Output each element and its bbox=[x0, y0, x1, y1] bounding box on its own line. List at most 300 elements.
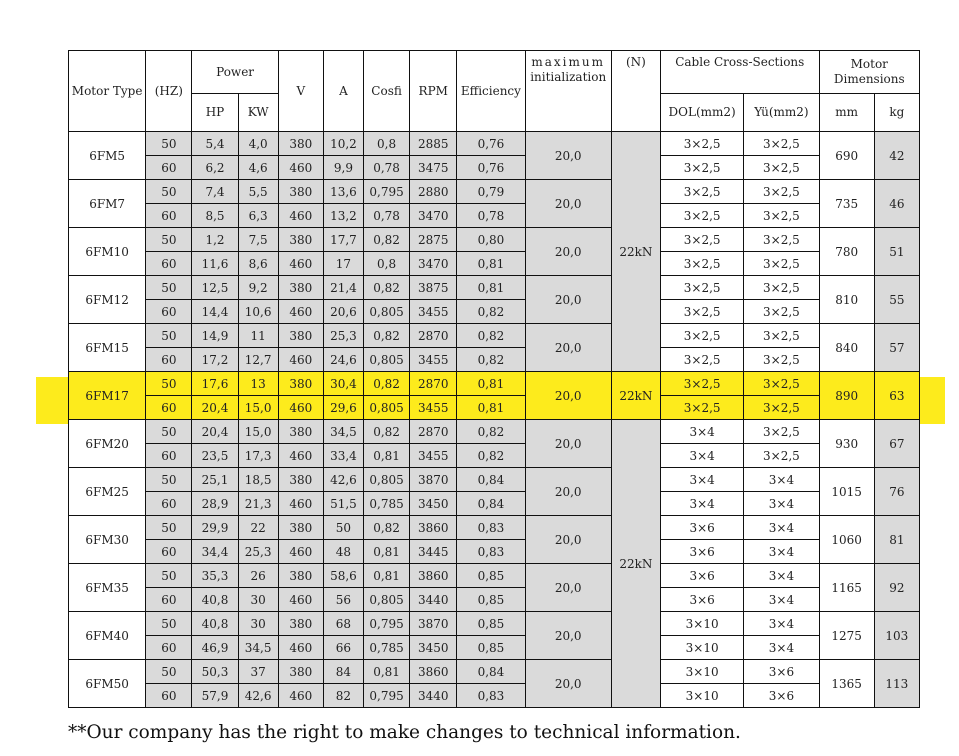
hz-cell: 50 bbox=[146, 660, 192, 684]
header-kg: kg bbox=[874, 94, 919, 132]
rpm-cell: 3455 bbox=[410, 396, 457, 420]
v-cell: 460 bbox=[278, 588, 323, 612]
rpm-cell: 3870 bbox=[410, 612, 457, 636]
table-row bbox=[69, 588, 920, 612]
dol-cell: 3×6 bbox=[661, 540, 744, 564]
header-dimensions: Motor Dimensions bbox=[819, 51, 919, 94]
rpm-cell: 2875 bbox=[410, 228, 457, 252]
rpm-cell: 3860 bbox=[410, 660, 457, 684]
rpm-cell: 3445 bbox=[410, 540, 457, 564]
eff-cell: 0,76 bbox=[457, 156, 525, 180]
v-cell: 460 bbox=[278, 252, 323, 276]
table-row bbox=[69, 420, 920, 444]
yd-cell: 3×2,5 bbox=[744, 348, 819, 372]
hz-cell: 60 bbox=[146, 588, 192, 612]
yd-cell: 3×4 bbox=[744, 540, 819, 564]
table-row bbox=[69, 228, 920, 252]
kw-cell: 22 bbox=[238, 516, 278, 540]
kw-cell: 15,0 bbox=[238, 420, 278, 444]
hp-cell: 12,5 bbox=[192, 276, 238, 300]
cosfi-cell: 0,795 bbox=[364, 612, 410, 636]
max-init-cell: 20,0 bbox=[525, 324, 611, 372]
a-cell: 29,6 bbox=[323, 396, 363, 420]
dim-kg-cell: 46 bbox=[874, 180, 919, 228]
hp-cell: 28,9 bbox=[192, 492, 238, 516]
header-power: Power bbox=[192, 51, 278, 94]
max-init-cell: 20,0 bbox=[525, 276, 611, 324]
yd-cell: 3×4 bbox=[744, 516, 819, 540]
v-cell: 380 bbox=[278, 276, 323, 300]
eff-cell: 0,82 bbox=[457, 420, 525, 444]
hz-cell: 50 bbox=[146, 324, 192, 348]
yd-cell: 3×4 bbox=[744, 492, 819, 516]
a-cell: 9,9 bbox=[323, 156, 363, 180]
eff-cell: 0,81 bbox=[457, 252, 525, 276]
yd-cell: 3×2,5 bbox=[744, 276, 819, 300]
dim-mm-cell: 1015 bbox=[819, 468, 874, 516]
hz-cell: 60 bbox=[146, 684, 192, 708]
table-row bbox=[69, 468, 920, 492]
a-cell: 82 bbox=[323, 684, 363, 708]
kw-cell: 37 bbox=[238, 660, 278, 684]
kw-cell: 15,0 bbox=[238, 396, 278, 420]
eff-cell: 0,81 bbox=[457, 372, 525, 396]
dol-cell: 3×2,5 bbox=[661, 228, 744, 252]
hp-cell: 14,9 bbox=[192, 324, 238, 348]
rpm-cell: 3470 bbox=[410, 252, 457, 276]
motor-type-cell: 6FM7 bbox=[69, 180, 146, 228]
hz-cell: 60 bbox=[146, 348, 192, 372]
dim-mm-cell: 1365 bbox=[819, 660, 874, 708]
hp-cell: 8,5 bbox=[192, 204, 238, 228]
v-cell: 460 bbox=[278, 540, 323, 564]
a-cell: 25,3 bbox=[323, 324, 363, 348]
yd-cell: 3×2,5 bbox=[744, 300, 819, 324]
a-cell: 13,2 bbox=[323, 204, 363, 228]
header-n: (N) bbox=[611, 51, 660, 132]
table-row bbox=[69, 132, 920, 156]
dim-kg-cell: 81 bbox=[874, 516, 919, 564]
cosfi-cell: 0,81 bbox=[364, 444, 410, 468]
a-cell: 68 bbox=[323, 612, 363, 636]
cosfi-cell: 0,82 bbox=[364, 420, 410, 444]
dim-mm-cell: 690 bbox=[819, 132, 874, 180]
dol-cell: 3×2,5 bbox=[661, 132, 744, 156]
hz-cell: 50 bbox=[146, 516, 192, 540]
hz-cell: 50 bbox=[146, 564, 192, 588]
header-max-init bbox=[525, 51, 611, 132]
hp-cell: 6,2 bbox=[192, 156, 238, 180]
max-init-cell: 20,0 bbox=[525, 564, 611, 612]
kw-cell: 12,7 bbox=[238, 348, 278, 372]
cosfi-cell: 0,785 bbox=[364, 636, 410, 660]
kw-cell: 7,5 bbox=[238, 228, 278, 252]
eff-cell: 0,81 bbox=[457, 396, 525, 420]
dim-mm-cell: 735 bbox=[819, 180, 874, 228]
hp-cell: 25,1 bbox=[192, 468, 238, 492]
table-row bbox=[69, 324, 920, 348]
dim-kg-cell: 92 bbox=[874, 564, 919, 612]
v-cell: 460 bbox=[278, 156, 323, 180]
table-row bbox=[69, 564, 920, 588]
v-cell: 460 bbox=[278, 204, 323, 228]
v-cell: 380 bbox=[278, 660, 323, 684]
v-cell: 460 bbox=[278, 348, 323, 372]
max-init-cell: 20,0 bbox=[525, 660, 611, 708]
kw-cell: 6,3 bbox=[238, 204, 278, 228]
table-row bbox=[69, 300, 920, 324]
hz-cell: 50 bbox=[146, 420, 192, 444]
header-max-init-line1: maximum bbox=[531, 55, 605, 69]
dim-mm-cell: 890 bbox=[819, 372, 874, 420]
header-rpm: RPM bbox=[410, 51, 457, 132]
rpm-cell: 3450 bbox=[410, 492, 457, 516]
rpm-cell: 3870 bbox=[410, 468, 457, 492]
header-hp: HP bbox=[192, 94, 238, 132]
dim-kg-cell: 63 bbox=[874, 372, 919, 420]
hz-cell: 60 bbox=[146, 540, 192, 564]
cosfi-cell: 0,805 bbox=[364, 588, 410, 612]
header-max-init-line2: initialization bbox=[530, 70, 607, 84]
rpm-cell: 2870 bbox=[410, 324, 457, 348]
v-cell: 380 bbox=[278, 180, 323, 204]
table-row bbox=[69, 612, 920, 636]
eff-cell: 0,82 bbox=[457, 444, 525, 468]
kw-cell: 9,2 bbox=[238, 276, 278, 300]
motor-spec-table bbox=[68, 50, 920, 708]
yd-cell: 3×2,5 bbox=[744, 324, 819, 348]
dim-kg-cell: 55 bbox=[874, 276, 919, 324]
dol-cell: 3×2,5 bbox=[661, 324, 744, 348]
force-cell: 22kN bbox=[611, 372, 660, 420]
yd-cell: 3×6 bbox=[744, 660, 819, 684]
a-cell: 21,4 bbox=[323, 276, 363, 300]
cosfi-cell: 0,78 bbox=[364, 156, 410, 180]
kw-cell: 18,5 bbox=[238, 468, 278, 492]
kw-cell: 25,3 bbox=[238, 540, 278, 564]
dim-kg-cell: 57 bbox=[874, 324, 919, 372]
dol-cell: 3×2,5 bbox=[661, 300, 744, 324]
cosfi-cell: 0,8 bbox=[364, 252, 410, 276]
hp-cell: 17,6 bbox=[192, 372, 238, 396]
v-cell: 380 bbox=[278, 612, 323, 636]
kw-cell: 8,6 bbox=[238, 252, 278, 276]
v-cell: 460 bbox=[278, 300, 323, 324]
motor-type-cell: 6FM50 bbox=[69, 660, 146, 708]
kw-cell: 26 bbox=[238, 564, 278, 588]
cosfi-cell: 0,81 bbox=[364, 564, 410, 588]
hp-cell: 50,3 bbox=[192, 660, 238, 684]
dol-cell: 3×2,5 bbox=[661, 252, 744, 276]
a-cell: 51,5 bbox=[323, 492, 363, 516]
hz-cell: 60 bbox=[146, 204, 192, 228]
a-cell: 13,6 bbox=[323, 180, 363, 204]
hp-cell: 11,6 bbox=[192, 252, 238, 276]
eff-cell: 0,84 bbox=[457, 468, 525, 492]
hp-cell: 34,4 bbox=[192, 540, 238, 564]
hp-cell: 17,2 bbox=[192, 348, 238, 372]
hz-cell: 50 bbox=[146, 276, 192, 300]
cosfi-cell: 0,81 bbox=[364, 540, 410, 564]
dim-mm-cell: 1060 bbox=[819, 516, 874, 564]
a-cell: 84 bbox=[323, 660, 363, 684]
motor-type-cell: 6FM10 bbox=[69, 228, 146, 276]
hz-cell: 60 bbox=[146, 396, 192, 420]
v-cell: 380 bbox=[278, 372, 323, 396]
yd-cell: 3×2,5 bbox=[744, 420, 819, 444]
cosfi-cell: 0,795 bbox=[364, 684, 410, 708]
a-cell: 17,7 bbox=[323, 228, 363, 252]
dol-cell: 3×10 bbox=[661, 636, 744, 660]
rpm-cell: 3455 bbox=[410, 444, 457, 468]
eff-cell: 0,83 bbox=[457, 516, 525, 540]
force-cell: 22kN bbox=[611, 420, 660, 708]
header-hz: (HZ) bbox=[146, 51, 192, 132]
header-dol: DOL(mm2) bbox=[661, 94, 744, 132]
header-row bbox=[69, 51, 920, 94]
kw-cell: 5,5 bbox=[238, 180, 278, 204]
dol-cell: 3×2,5 bbox=[661, 276, 744, 300]
v-cell: 460 bbox=[278, 684, 323, 708]
table-row bbox=[69, 540, 920, 564]
dim-kg-cell: 113 bbox=[874, 660, 919, 708]
eff-cell: 0,81 bbox=[457, 276, 525, 300]
cosfi-cell: 0,805 bbox=[364, 300, 410, 324]
yd-cell: 3×2,5 bbox=[744, 156, 819, 180]
dol-cell: 3×10 bbox=[661, 660, 744, 684]
kw-cell: 30 bbox=[238, 612, 278, 636]
dim-mm-cell: 1165 bbox=[819, 564, 874, 612]
v-cell: 380 bbox=[278, 516, 323, 540]
hz-cell: 50 bbox=[146, 180, 192, 204]
dol-cell: 3×4 bbox=[661, 420, 744, 444]
yd-cell: 3×2,5 bbox=[744, 444, 819, 468]
dim-kg-cell: 51 bbox=[874, 228, 919, 276]
rpm-cell: 2870 bbox=[410, 420, 457, 444]
hp-cell: 35,3 bbox=[192, 564, 238, 588]
footnote: **Our company has the right to make changes to technical information. bbox=[68, 722, 741, 743]
table-row bbox=[69, 636, 920, 660]
hz-cell: 60 bbox=[146, 252, 192, 276]
max-init-cell: 20,0 bbox=[525, 468, 611, 516]
cosfi-cell: 0,8 bbox=[364, 132, 410, 156]
a-cell: 50 bbox=[323, 516, 363, 540]
a-cell: 17 bbox=[323, 252, 363, 276]
dim-mm-cell: 840 bbox=[819, 324, 874, 372]
cosfi-cell: 0,82 bbox=[364, 324, 410, 348]
dol-cell: 3×6 bbox=[661, 564, 744, 588]
v-cell: 460 bbox=[278, 444, 323, 468]
motor-type-cell: 6FM35 bbox=[69, 564, 146, 612]
dol-cell: 3×10 bbox=[661, 612, 744, 636]
rpm-cell: 3440 bbox=[410, 588, 457, 612]
table-row bbox=[69, 516, 920, 540]
table-row bbox=[69, 660, 920, 684]
cosfi-cell: 0,81 bbox=[364, 660, 410, 684]
hz-cell: 50 bbox=[146, 612, 192, 636]
table-row bbox=[69, 252, 920, 276]
table-row bbox=[69, 396, 920, 420]
hz-cell: 50 bbox=[146, 372, 192, 396]
table-row bbox=[69, 348, 920, 372]
rpm-cell: 3860 bbox=[410, 564, 457, 588]
a-cell: 24,6 bbox=[323, 348, 363, 372]
rpm-cell: 3455 bbox=[410, 300, 457, 324]
rpm-cell: 3875 bbox=[410, 276, 457, 300]
dol-cell: 3×6 bbox=[661, 516, 744, 540]
hp-cell: 46,9 bbox=[192, 636, 238, 660]
motor-type-cell: 6FM5 bbox=[69, 132, 146, 180]
header-efficiency: Efficiency bbox=[457, 51, 525, 132]
a-cell: 42,6 bbox=[323, 468, 363, 492]
eff-cell: 0,83 bbox=[457, 540, 525, 564]
kw-cell: 21,3 bbox=[238, 492, 278, 516]
header-yd: Yü(mm2) bbox=[744, 94, 819, 132]
kw-cell: 30 bbox=[238, 588, 278, 612]
yd-cell: 3×2,5 bbox=[744, 180, 819, 204]
kw-cell: 4,0 bbox=[238, 132, 278, 156]
eff-cell: 0,83 bbox=[457, 684, 525, 708]
dol-cell: 3×4 bbox=[661, 492, 744, 516]
eff-cell: 0,85 bbox=[457, 564, 525, 588]
header-a: A bbox=[323, 51, 363, 132]
a-cell: 30,4 bbox=[323, 372, 363, 396]
yd-cell: 3×2,5 bbox=[744, 204, 819, 228]
yd-cell: 3×4 bbox=[744, 636, 819, 660]
yd-cell: 3×4 bbox=[744, 468, 819, 492]
motor-type-cell: 6FM17 bbox=[69, 372, 146, 420]
dol-cell: 3×2,5 bbox=[661, 156, 744, 180]
kw-cell: 17,3 bbox=[238, 444, 278, 468]
eff-cell: 0,79 bbox=[457, 180, 525, 204]
kw-cell: 34,5 bbox=[238, 636, 278, 660]
dol-cell: 3×2,5 bbox=[661, 372, 744, 396]
dol-cell: 3×2,5 bbox=[661, 204, 744, 228]
hp-cell: 40,8 bbox=[192, 612, 238, 636]
max-init-cell: 20,0 bbox=[525, 228, 611, 276]
yd-cell: 3×4 bbox=[744, 564, 819, 588]
dim-mm-cell: 780 bbox=[819, 228, 874, 276]
yd-cell: 3×6 bbox=[744, 684, 819, 708]
rpm-cell: 3470 bbox=[410, 204, 457, 228]
cosfi-cell: 0,805 bbox=[364, 468, 410, 492]
kw-cell: 42,6 bbox=[238, 684, 278, 708]
hp-cell: 5,4 bbox=[192, 132, 238, 156]
v-cell: 460 bbox=[278, 492, 323, 516]
dol-cell: 3×6 bbox=[661, 588, 744, 612]
yd-cell: 3×2,5 bbox=[744, 372, 819, 396]
max-init-cell: 20,0 bbox=[525, 180, 611, 228]
header-mm: mm bbox=[819, 94, 874, 132]
hz-cell: 60 bbox=[146, 444, 192, 468]
hp-cell: 57,9 bbox=[192, 684, 238, 708]
table-row bbox=[69, 156, 920, 180]
cosfi-cell: 0,78 bbox=[364, 204, 410, 228]
cosfi-cell: 0,82 bbox=[364, 516, 410, 540]
kw-cell: 4,6 bbox=[238, 156, 278, 180]
motor-type-cell: 6FM12 bbox=[69, 276, 146, 324]
dim-kg-cell: 76 bbox=[874, 468, 919, 516]
kw-cell: 10,6 bbox=[238, 300, 278, 324]
dol-cell: 3×2,5 bbox=[661, 348, 744, 372]
yd-cell: 3×2,5 bbox=[744, 252, 819, 276]
eff-cell: 0,82 bbox=[457, 348, 525, 372]
hz-cell: 60 bbox=[146, 492, 192, 516]
v-cell: 380 bbox=[278, 228, 323, 252]
eff-cell: 0,84 bbox=[457, 660, 525, 684]
rpm-cell: 3455 bbox=[410, 348, 457, 372]
eff-cell: 0,85 bbox=[457, 612, 525, 636]
hp-cell: 14,4 bbox=[192, 300, 238, 324]
hp-cell: 20,4 bbox=[192, 396, 238, 420]
cosfi-cell: 0,785 bbox=[364, 492, 410, 516]
v-cell: 380 bbox=[278, 468, 323, 492]
yd-cell: 3×4 bbox=[744, 612, 819, 636]
header-motor-type: Motor Type bbox=[69, 51, 146, 132]
header-cosfi: Cosfi bbox=[364, 51, 410, 132]
v-cell: 380 bbox=[278, 324, 323, 348]
cosfi-cell: 0,805 bbox=[364, 396, 410, 420]
motor-type-cell: 6FM15 bbox=[69, 324, 146, 372]
table-row bbox=[69, 204, 920, 228]
kw-cell: 13 bbox=[238, 372, 278, 396]
a-cell: 56 bbox=[323, 588, 363, 612]
cosfi-cell: 0,82 bbox=[364, 372, 410, 396]
dim-kg-cell: 67 bbox=[874, 420, 919, 468]
dol-cell: 3×2,5 bbox=[661, 180, 744, 204]
max-init-cell: 20,0 bbox=[525, 420, 611, 468]
a-cell: 10,2 bbox=[323, 132, 363, 156]
a-cell: 34,5 bbox=[323, 420, 363, 444]
kw-cell: 11 bbox=[238, 324, 278, 348]
header-cable: Cable Cross-Sections bbox=[661, 51, 820, 94]
table-row bbox=[69, 276, 920, 300]
hp-cell: 29,9 bbox=[192, 516, 238, 540]
motor-type-cell: 6FM40 bbox=[69, 612, 146, 660]
rpm-cell: 3860 bbox=[410, 516, 457, 540]
motor-type-cell: 6FM20 bbox=[69, 420, 146, 468]
rpm-cell: 2870 bbox=[410, 372, 457, 396]
hz-cell: 60 bbox=[146, 636, 192, 660]
dol-cell: 3×4 bbox=[661, 468, 744, 492]
max-init-cell: 20,0 bbox=[525, 516, 611, 564]
header-v: V bbox=[278, 51, 323, 132]
yd-cell: 3×4 bbox=[744, 588, 819, 612]
a-cell: 33,4 bbox=[323, 444, 363, 468]
cosfi-cell: 0,805 bbox=[364, 348, 410, 372]
hz-cell: 50 bbox=[146, 468, 192, 492]
force-cell: 22kN bbox=[611, 132, 660, 372]
hp-cell: 20,4 bbox=[192, 420, 238, 444]
yd-cell: 3×2,5 bbox=[744, 228, 819, 252]
hp-cell: 23,5 bbox=[192, 444, 238, 468]
max-init-cell: 20,0 bbox=[525, 612, 611, 660]
v-cell: 380 bbox=[278, 132, 323, 156]
dim-kg-cell: 42 bbox=[874, 132, 919, 180]
hp-cell: 40,8 bbox=[192, 588, 238, 612]
rpm-cell: 3440 bbox=[410, 684, 457, 708]
dol-cell: 3×2,5 bbox=[661, 396, 744, 420]
dim-mm-cell: 930 bbox=[819, 420, 874, 468]
hz-cell: 50 bbox=[146, 228, 192, 252]
hz-cell: 60 bbox=[146, 156, 192, 180]
table-row bbox=[69, 492, 920, 516]
rpm-cell: 2880 bbox=[410, 180, 457, 204]
a-cell: 48 bbox=[323, 540, 363, 564]
eff-cell: 0,76 bbox=[457, 132, 525, 156]
rpm-cell: 3475 bbox=[410, 156, 457, 180]
cosfi-cell: 0,82 bbox=[364, 276, 410, 300]
